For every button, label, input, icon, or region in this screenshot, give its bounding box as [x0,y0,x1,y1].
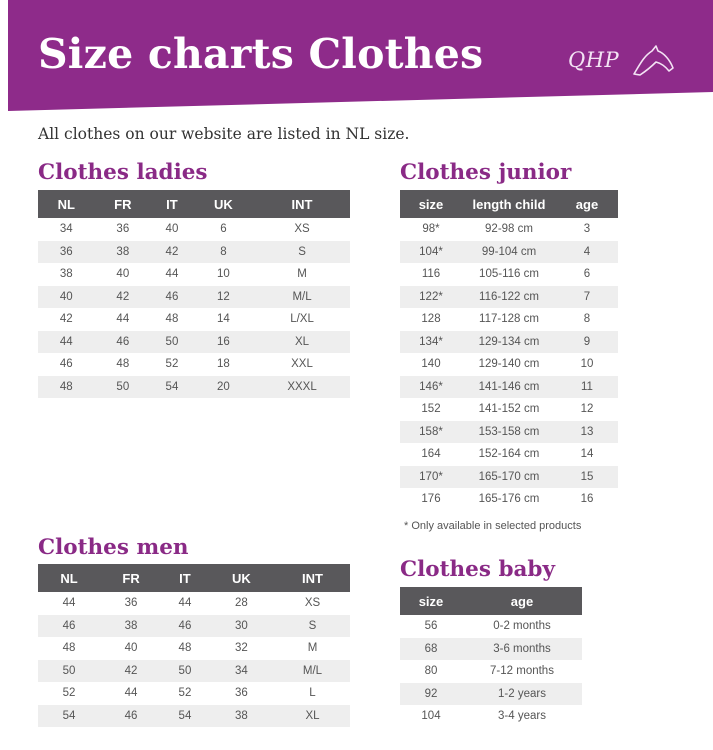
table-row [38,660,350,683]
column-header: UK [193,190,254,218]
table-row [400,421,618,444]
column-header: IT [162,564,208,592]
table-cell: 52 [165,358,179,371]
table-row [38,286,350,309]
table-cell: 141-146 cm [462,376,556,399]
table-cell: 38 [100,615,162,638]
table-cell: 104* [400,241,462,264]
table-cell: 28 [235,597,248,610]
logo-text: QHP [568,48,620,72]
table-cell: 158* [400,421,462,444]
section-title-men: Clothes men [38,535,189,560]
table-cell: 6 [583,268,591,281]
table-cell: 141-152 cm [478,403,540,416]
column-header: size [400,190,462,218]
table-row [38,615,350,638]
table-row [400,241,618,264]
section-title-baby: Clothes baby [400,557,555,582]
section-title-ladies: Clothes ladies [38,160,208,185]
column-header: INT [275,564,350,592]
table-cell: 40 [116,268,130,281]
section-title-junior: Clothes junior [400,160,572,185]
table-cell: M/L [254,286,350,309]
table-cell: 8 [193,241,254,264]
column-header: age [556,190,618,218]
table-cell: 46 [100,705,162,728]
table-cell: 165-170 cm [462,466,556,489]
table-cell: XS [304,597,321,610]
table-header-row [38,190,350,218]
table-cell: 44 [165,268,179,281]
table-row [38,241,350,264]
table-cell: 46 [162,615,208,638]
table-cell: 46 [95,331,152,354]
table-cell: 6 [220,223,227,236]
table-cell: 3-6 months [462,638,582,661]
table-cell: 38 [59,268,73,281]
table-cell: 8 [583,313,591,326]
table-cell: 3-4 years [498,710,546,723]
table-cell: XL [275,705,350,728]
table-cell: L [309,687,316,700]
table-cell: S [275,615,350,638]
table-cell: 48 [116,358,130,371]
table-cell: 52 [62,687,76,700]
table-cell: 48 [165,313,179,326]
table-cell: 44 [116,313,130,326]
table-cell: 46 [38,615,100,638]
table-cell: 98* [422,223,440,236]
table-row [400,638,582,661]
column-header: NL [38,190,95,218]
table-cell: 10 [580,358,594,371]
table-cell: 52 [178,687,192,700]
table-row [400,466,618,489]
table-row [400,443,618,466]
column-header: UK [208,564,275,592]
table-cell: 40 [165,223,179,236]
table-cell: 54 [38,705,100,728]
table-cell: 40 [38,286,95,309]
table-row [400,263,618,286]
table-header-row [38,564,350,592]
table-cell: 4 [556,241,618,264]
table-row [38,682,350,705]
availability-note: * Only available in selected products [404,520,582,532]
table-cell: 7-12 months [490,665,554,678]
table-cell: 9 [556,331,618,354]
table-cell: 129-140 cm [478,358,540,371]
table-row [400,705,582,728]
table-cell: 68 [400,638,462,661]
table-cell: 12 [193,286,254,309]
table-cell: 46 [59,358,73,371]
table-row [400,488,618,511]
table-cell: 44 [62,597,76,610]
table-cell: 128 [421,313,441,326]
table-cell: S [254,241,350,264]
table-cell: XL [254,331,350,354]
column-header: age [462,587,582,615]
table-cell: 164 [421,448,441,461]
table-cell: 48 [178,642,192,655]
table-cell: 80 [424,665,438,678]
intro-text: All clothes on our website are listed in NL size. [38,125,410,143]
column-header: NL [38,564,100,592]
table-cell: 48 [62,642,76,655]
table-cell: 44 [38,331,95,354]
table-cell: 16 [193,331,254,354]
column-header: IT [151,190,193,218]
table-cell: 38 [95,241,152,264]
table-cell: 122* [400,286,462,309]
table-row [38,592,350,615]
table-cell: 146* [400,376,462,399]
table-cell: 134* [400,331,462,354]
table-cell: 50 [162,660,208,683]
table-cell: XS [294,223,310,236]
table-row [38,376,350,399]
baby-size-table [400,587,582,728]
table-cell: 14 [217,313,230,326]
table-row [400,683,582,706]
table-cell: 54 [162,705,208,728]
table-cell: 165-176 cm [478,493,540,506]
column-header: FR [100,564,162,592]
table-cell: 3 [583,223,591,236]
table-cell: 30 [208,615,275,638]
table-cell: M/L [275,660,350,683]
table-cell: 117-128 cm [479,313,539,326]
table-cell: 42 [100,660,162,683]
table-cell: 13 [556,421,618,444]
column-header: size [400,587,462,615]
column-header: FR [95,190,152,218]
page-title: Size charts Clothes [38,30,484,78]
table-cell: 32 [235,642,248,655]
table-row [400,218,618,241]
table-cell: 129-134 cm [462,331,556,354]
table-row [38,705,350,728]
table-cell: 14 [580,448,594,461]
table-row [38,308,350,331]
table-row [400,286,618,309]
table-cell: 46 [151,286,193,309]
table-cell: M [307,642,318,655]
table-cell: 104 [421,710,441,723]
table-cell: XXXL [254,376,350,399]
table-cell: 153-158 cm [462,421,556,444]
table-cell: 11 [556,376,618,399]
table-header-row [400,190,618,218]
table-cell: 54 [151,376,193,399]
table-cell: 36 [116,223,130,236]
table-row [400,660,582,683]
table-cell: 92 [400,683,462,706]
table-cell: 44 [124,687,138,700]
column-header: INT [254,190,350,218]
table-cell: 50 [95,376,152,399]
table-cell: 44 [178,597,192,610]
column-header: length child [462,190,556,218]
table-row [400,331,618,354]
table-row [38,331,350,354]
table-row [400,308,618,331]
table-cell: M [297,268,307,281]
table-cell: 50 [151,331,193,354]
table-cell: 50 [38,660,100,683]
table-row [400,615,582,638]
table-cell: 116-122 cm [462,286,556,309]
qhp-logo [568,44,678,84]
table-cell: 152-164 cm [478,448,540,461]
table-row [400,376,618,399]
table-cell: 15 [556,466,618,489]
table-cell: 99-104 cm [462,241,556,264]
table-cell: L/XL [290,313,314,326]
table-cell: 48 [38,376,95,399]
table-cell: 105-116 cm [479,268,539,281]
junior-size-table [400,190,618,511]
table-cell: 16 [580,493,594,506]
table-cell: 176 [421,493,441,506]
table-cell: 7 [556,286,618,309]
table-cell: 36 [38,241,95,264]
table-cell: 116 [421,268,441,281]
table-cell: 152 [421,403,441,416]
table-cell: 40 [124,642,138,655]
table-cell: 0-2 months [493,620,551,633]
table-cell: 56 [424,620,438,633]
table-cell: 12 [580,403,594,416]
table-cell: 18 [217,358,230,371]
table-row [400,398,618,421]
men-size-table [38,564,350,727]
table-cell: 1-2 years [462,683,582,706]
table-cell: 34 [208,660,275,683]
table-cell: 34 [59,223,73,236]
table-row [38,263,350,286]
table-cell: 42 [95,286,152,309]
table-cell: 92-98 cm [485,223,533,236]
table-row [400,353,618,376]
table-cell: XXL [291,358,313,371]
header-banner [0,0,713,112]
table-cell: 42 [151,241,193,264]
table-cell: 10 [217,268,230,281]
table-row [38,218,350,241]
table-cell: 20 [193,376,254,399]
table-row [38,637,350,660]
horse-head-icon [630,44,676,80]
table-cell: 42 [59,313,73,326]
table-row [38,353,350,376]
table-cell: 36 [235,687,248,700]
ladies-size-table [38,190,350,398]
table-cell: 170* [400,466,462,489]
table-cell: 38 [208,705,275,728]
table-header-row [400,587,582,615]
table-cell: 36 [124,597,138,610]
table-cell: 140 [421,358,441,371]
